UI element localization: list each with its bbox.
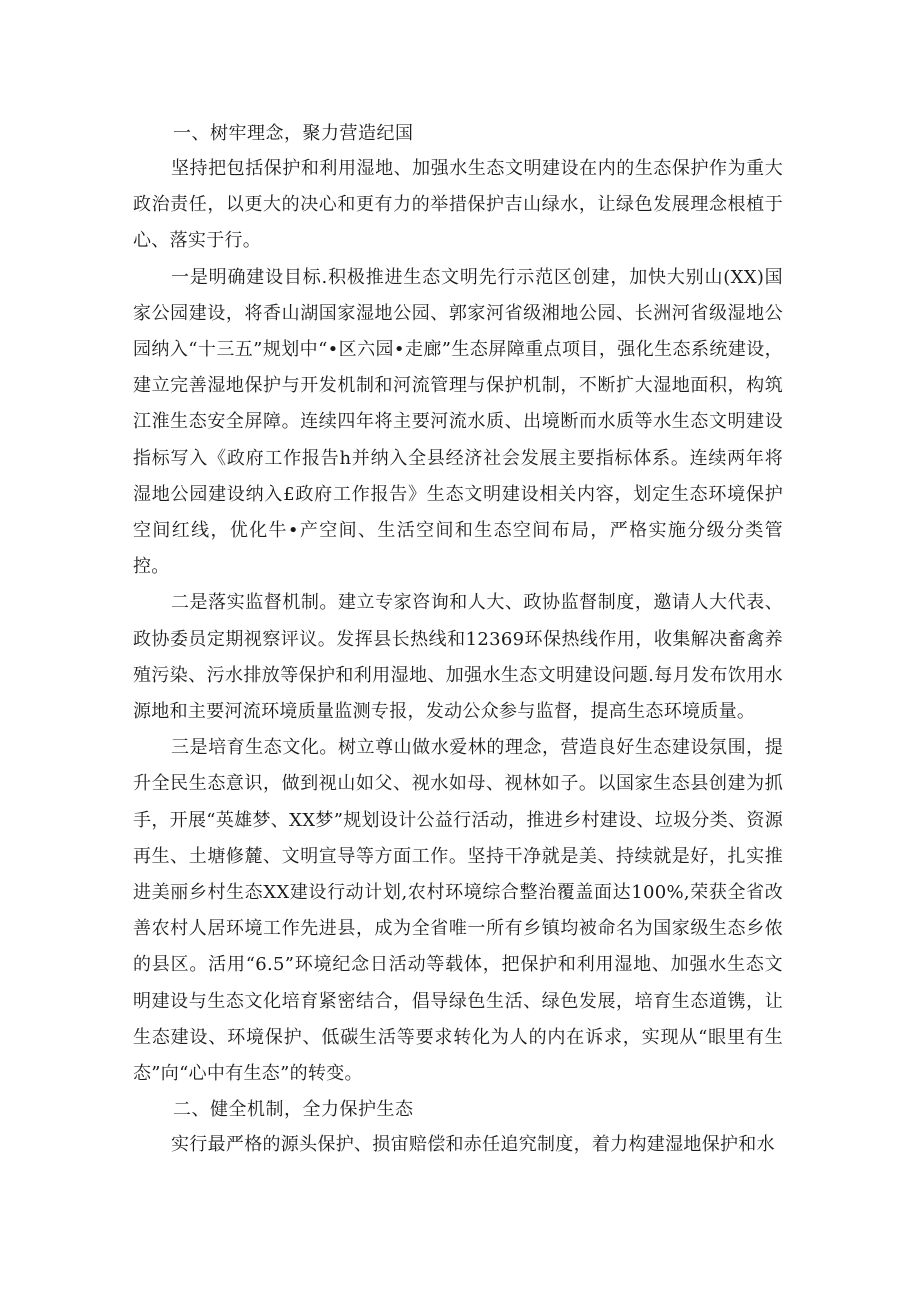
paragraph-culture: 三是培育生态文化。树立尊山做水爱林的理念，营造良好生态建设氛围，提升全民生态意识，做到视山如父、视水如母、视林如子。以国家生态县创建为抓手，开展“英雄梦、XX梦”规划设计公益行活动，推进乡村建设、垃圾分类、资源再生、土塘修麓、文明宣导等方面工作。坚持干净就是美、持续就是好，扎实推进美丽乡村生态XX建设行动计划,农村环境综合整治覆盖面达100%,荣获全省改善农村人居环境工作先进县，成为全省唯一所有乡镇均被命名为国家级生态乡侬的县区。活用“6.5”环境纪念日活动等载体，把保护和利用湿地、加强水生态文明建设与生态文化培育紧密结合，倡导绿色生活、绿色发展，培育生态道镌，让生态建设、环境保护、低碳生活等要求转化为人的内在诉求，实现从“眼里有生态”向“心中有生态”的转变。 [133, 737, 783, 1085]
paragraph-mechanism: 实行最严格的源头保护、损宙赔偿和赤任追究制度，着力构建湿地保护和水 [171, 1134, 775, 1156]
section-heading-1: 一、树牢理念，聚力营造纪国 [173, 123, 414, 144]
document-body [133, 116, 783, 1163]
paragraph-intro: 坚持把包括保护和利用湿地、加强水生态文明建设在内的生态保护作为重大政治责任，以更大的决心和更有力的举措保护吉山绿水，让绿色发展理念根植于心、落实于行。 [133, 158, 783, 252]
paragraph-supervision: 二是落实监督机制。建立专家咨询和人大、政协监督制度，邀请人大代表、政协委员定期视察评议。发挥县长热线和12369环保热线作用，收集解决畜禽养殖污染、污水排放等保护和利用湿地、加强水生态文明建设问题.每月发布饮用水源地和主要河流环境质量监测专报，发动公众参与监督，提高生态环境质量。 [133, 592, 783, 723]
paragraph-goal: 一是明确建设目标.积极推进生态文明先行示范区创建，加快大别山(XX)国家公园建设，将香山湖国家湿地公园、郭家河省级湘地公园、长洲河省级湿地公园纳入“十三五”规划中“•区六园•走廊”生态屏障重点项目，强化生态系统建设，建立完善湿地保护与开发机制和河流管理与保护机制，不断扩大湿地面积，构筑江淮生态安全屏障。连续四年将主要河流水质、出境断而水质等水生态文明建设指标写入《政府工作报告h并纳入全县经济社会发展主要指标体系。连续两年将湿地公园建设纳入£政府工作报告》生态文明建设相关内容，划定生态环境保护空间红线，优化牛•产空间、生活空间和生态空间布局，严格实施分级分类管控。 [133, 266, 783, 578]
section-heading-2: 二、健全机制，全力保护生态 [173, 1099, 414, 1121]
